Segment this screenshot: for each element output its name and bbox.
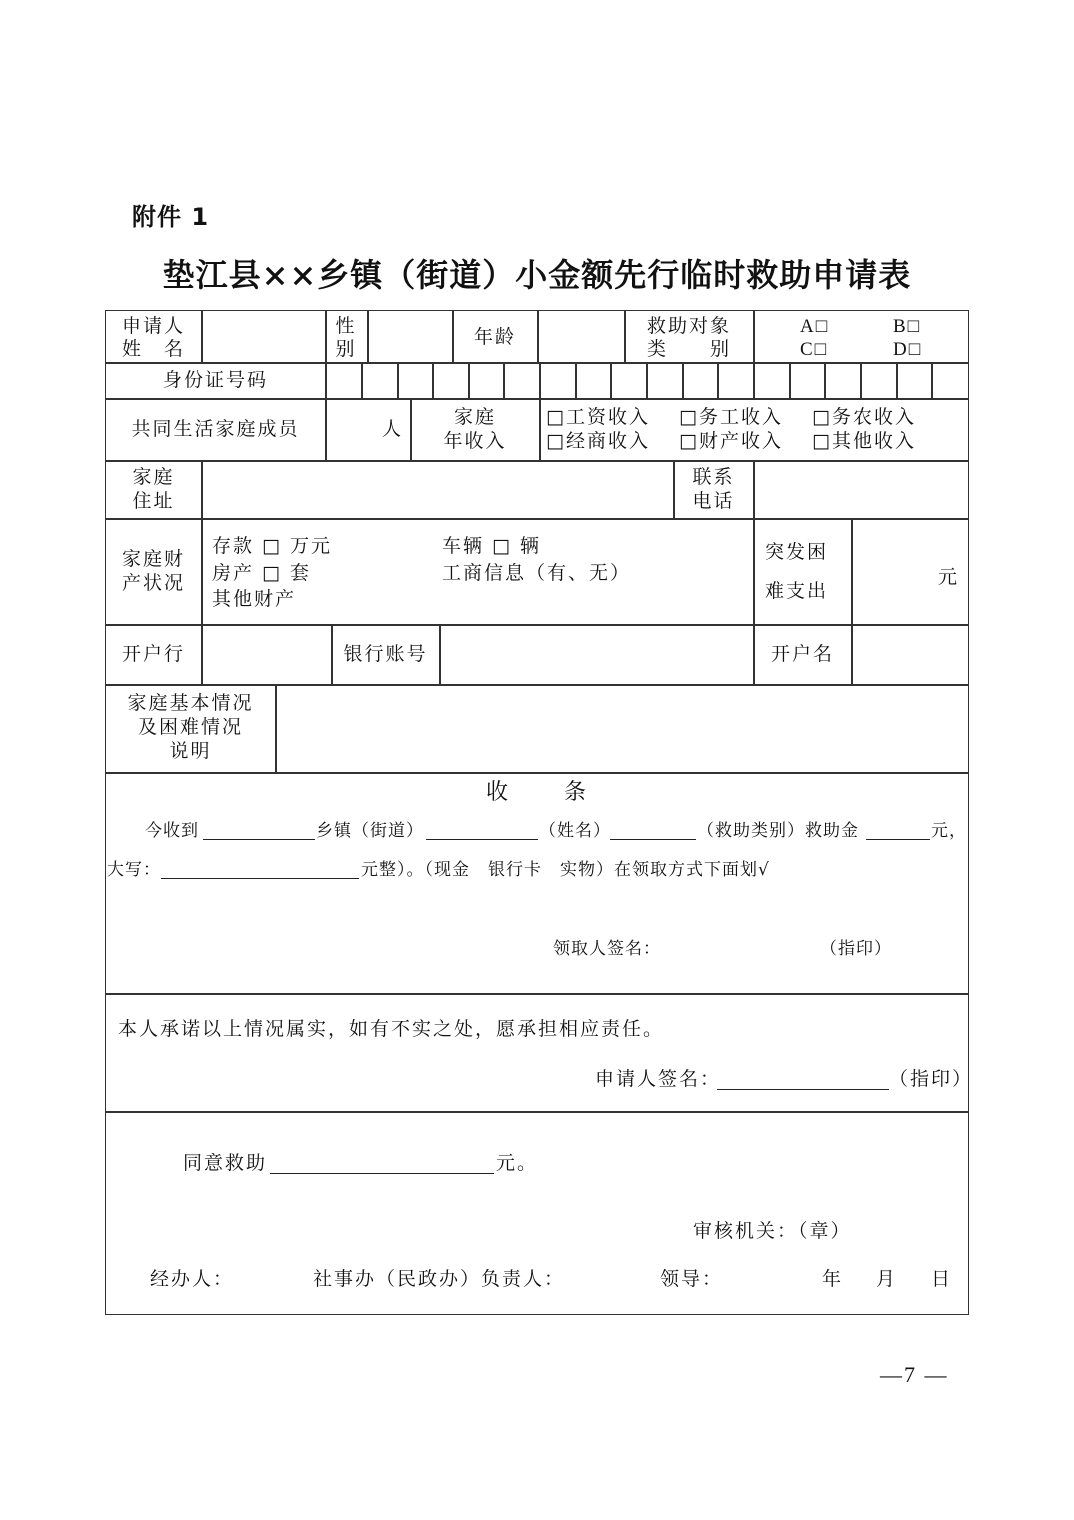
id-digit-divider	[610, 363, 612, 399]
row-divider	[105, 772, 969, 774]
review-org-label: 审核机关：（章）	[693, 1220, 852, 1242]
agree-aid-label: 同意救助	[183, 1152, 268, 1174]
applicant-name-label-line2: 姓 名	[121, 338, 185, 360]
receipt-line1-a: 今收到	[145, 821, 199, 841]
date-year-label: 年	[822, 1268, 844, 1290]
age-label: 年龄	[473, 326, 516, 348]
id-digit-divider	[468, 363, 470, 399]
col-divider	[537, 311, 539, 363]
id-digit-divider	[503, 363, 505, 399]
col-divider	[201, 311, 203, 363]
col-divider	[753, 311, 755, 363]
col-divider	[753, 461, 755, 519]
date-month-label: 月	[876, 1268, 898, 1290]
page-number: —7 —	[880, 1362, 949, 1387]
vehicle-item: 车辆 □ 辆	[442, 535, 542, 557]
receipt-line2-b: 元整）。（现金 银行卡 实物）在领取方式下面划√	[361, 860, 770, 880]
receipt-line1-d: （救助类别）救助金	[697, 821, 859, 841]
annual-income-label-line2: 年收入	[443, 430, 507, 452]
leader-label: 领导：	[660, 1268, 724, 1290]
other-assets-item: 其他财产	[212, 588, 297, 610]
category-b-checkbox[interactable]: B□	[893, 316, 922, 337]
handler-label: 经办人：	[150, 1268, 235, 1290]
id-digit-divider	[539, 363, 541, 399]
id-digit-divider	[824, 363, 826, 399]
income-business-checkbox[interactable]: □经商收入	[546, 430, 650, 452]
col-divider	[201, 519, 203, 625]
phone-label-line2: 电话	[692, 490, 735, 512]
receipt-blank-category[interactable]	[610, 839, 696, 840]
income-migrant-work-checkbox[interactable]: □务工收入	[679, 406, 783, 428]
receipt-blank-amount-words[interactable]	[161, 878, 359, 879]
bank-label: 开户行	[121, 643, 185, 665]
gender-label-line2: 别	[335, 338, 357, 360]
situation-label-line1: 家庭基本情况	[127, 692, 254, 714]
category-d-checkbox[interactable]: D□	[893, 339, 923, 360]
attachment-label: 附件 1	[132, 203, 210, 231]
agree-aid-amount-blank[interactable]	[270, 1173, 494, 1174]
id-digit-divider	[361, 363, 363, 399]
col-divider	[201, 461, 203, 519]
household-members-label: 共同生活家庭成员	[131, 418, 300, 440]
date-day-label: 日	[931, 1268, 953, 1290]
id-digit-divider	[789, 363, 791, 399]
form-title: 垫江县××乡镇（街道）小金额先行临时救助申请表	[162, 256, 912, 294]
situation-label-line3: 说明	[169, 740, 212, 762]
row-divider	[105, 460, 969, 462]
receipt-blank-amount[interactable]	[866, 839, 930, 840]
receipt-line1-e: 元，	[931, 821, 967, 841]
id-digit-divider	[432, 363, 434, 399]
id-digit-divider	[896, 363, 898, 399]
id-digit-divider	[325, 363, 327, 399]
account-number-label: 银行账号	[343, 643, 428, 665]
col-divider	[851, 625, 853, 685]
col-divider	[201, 625, 203, 685]
row-divider	[105, 993, 969, 995]
situation-label-line2: 及困难情况	[137, 716, 243, 738]
address-label-line1: 家庭	[132, 466, 175, 488]
promise-statement: 本人承诺以上情况属实，如有不实之处，愿承担相应责任。	[118, 1018, 665, 1040]
receipt-line2-a: 大写：	[107, 860, 161, 880]
col-divider	[367, 311, 369, 363]
row-divider	[105, 398, 969, 400]
receipt-title: 收 条	[485, 780, 590, 805]
person-unit: 人	[382, 418, 404, 440]
id-digit-divider	[717, 363, 719, 399]
agree-aid-unit: 元。	[496, 1152, 539, 1174]
col-divider	[539, 399, 541, 461]
applicant-sign-blank[interactable]	[717, 1089, 889, 1090]
phone-label-line1: 联系	[692, 466, 735, 488]
income-property-checkbox[interactable]: □财产收入	[679, 430, 783, 452]
sudden-expense-label-line1: 突发困	[765, 541, 829, 563]
receipt-fingerprint-label: （指印）	[820, 939, 892, 959]
id-number-label: 身份证号码	[162, 369, 268, 391]
office-head-label: 社事办（民政办）负责人：	[313, 1268, 566, 1290]
id-digit-divider	[682, 363, 684, 399]
account-name-label: 开户名	[770, 643, 834, 665]
row-divider	[105, 684, 969, 686]
applicant-sign-label: 申请人签名：	[595, 1068, 722, 1090]
id-digit-divider	[753, 363, 755, 399]
sudden-expense-unit: 元	[938, 566, 960, 588]
receipt-signer-label: 领取人签名：	[553, 939, 661, 959]
receipt-line1-b: 乡镇（街道）	[316, 821, 424, 841]
assets-label-line1: 家庭财	[121, 548, 185, 570]
income-wage-checkbox[interactable]: □工资收入	[546, 406, 650, 428]
applicant-fingerprint-label: （指印）	[889, 1068, 974, 1090]
col-divider	[851, 519, 853, 625]
income-farming-checkbox[interactable]: □务农收入	[812, 406, 916, 428]
assets-label-line2: 产状况	[121, 572, 185, 594]
col-divider	[439, 625, 441, 685]
sudden-expense-label-line2: 难支出	[765, 580, 829, 602]
category-label-line2: 类 别	[646, 338, 731, 360]
receipt-blank-township[interactable]	[203, 839, 315, 840]
receipt-blank-name[interactable]	[426, 839, 538, 840]
receipt-line1-c: （姓名）	[539, 821, 611, 841]
category-a-checkbox[interactable]: A□	[800, 316, 830, 337]
id-digit-divider	[397, 363, 399, 399]
col-divider	[275, 685, 277, 773]
row-divider	[105, 624, 969, 626]
col-divider	[325, 399, 327, 461]
category-c-checkbox[interactable]: C□	[800, 339, 829, 360]
address-label-line2: 住址	[132, 490, 175, 512]
row-divider	[105, 518, 969, 520]
row-divider	[105, 1111, 969, 1113]
id-digit-divider	[646, 363, 648, 399]
applicant-name-label-line1: 申请人	[121, 315, 185, 337]
annual-income-label-line1: 家庭	[453, 406, 496, 428]
id-digit-divider	[931, 363, 933, 399]
gender-label-line1: 性	[335, 315, 357, 337]
deposit-item: 存款 □ 万元	[212, 535, 333, 557]
income-other-checkbox[interactable]: □其他收入	[812, 430, 916, 452]
id-digit-divider	[575, 363, 577, 399]
house-item: 房产 □ 套	[212, 562, 312, 584]
business-info-item: 工商信息（有、无）	[442, 562, 632, 584]
category-label-line1: 救助对象	[646, 315, 731, 337]
col-divider	[753, 519, 755, 625]
id-digit-divider	[860, 363, 862, 399]
